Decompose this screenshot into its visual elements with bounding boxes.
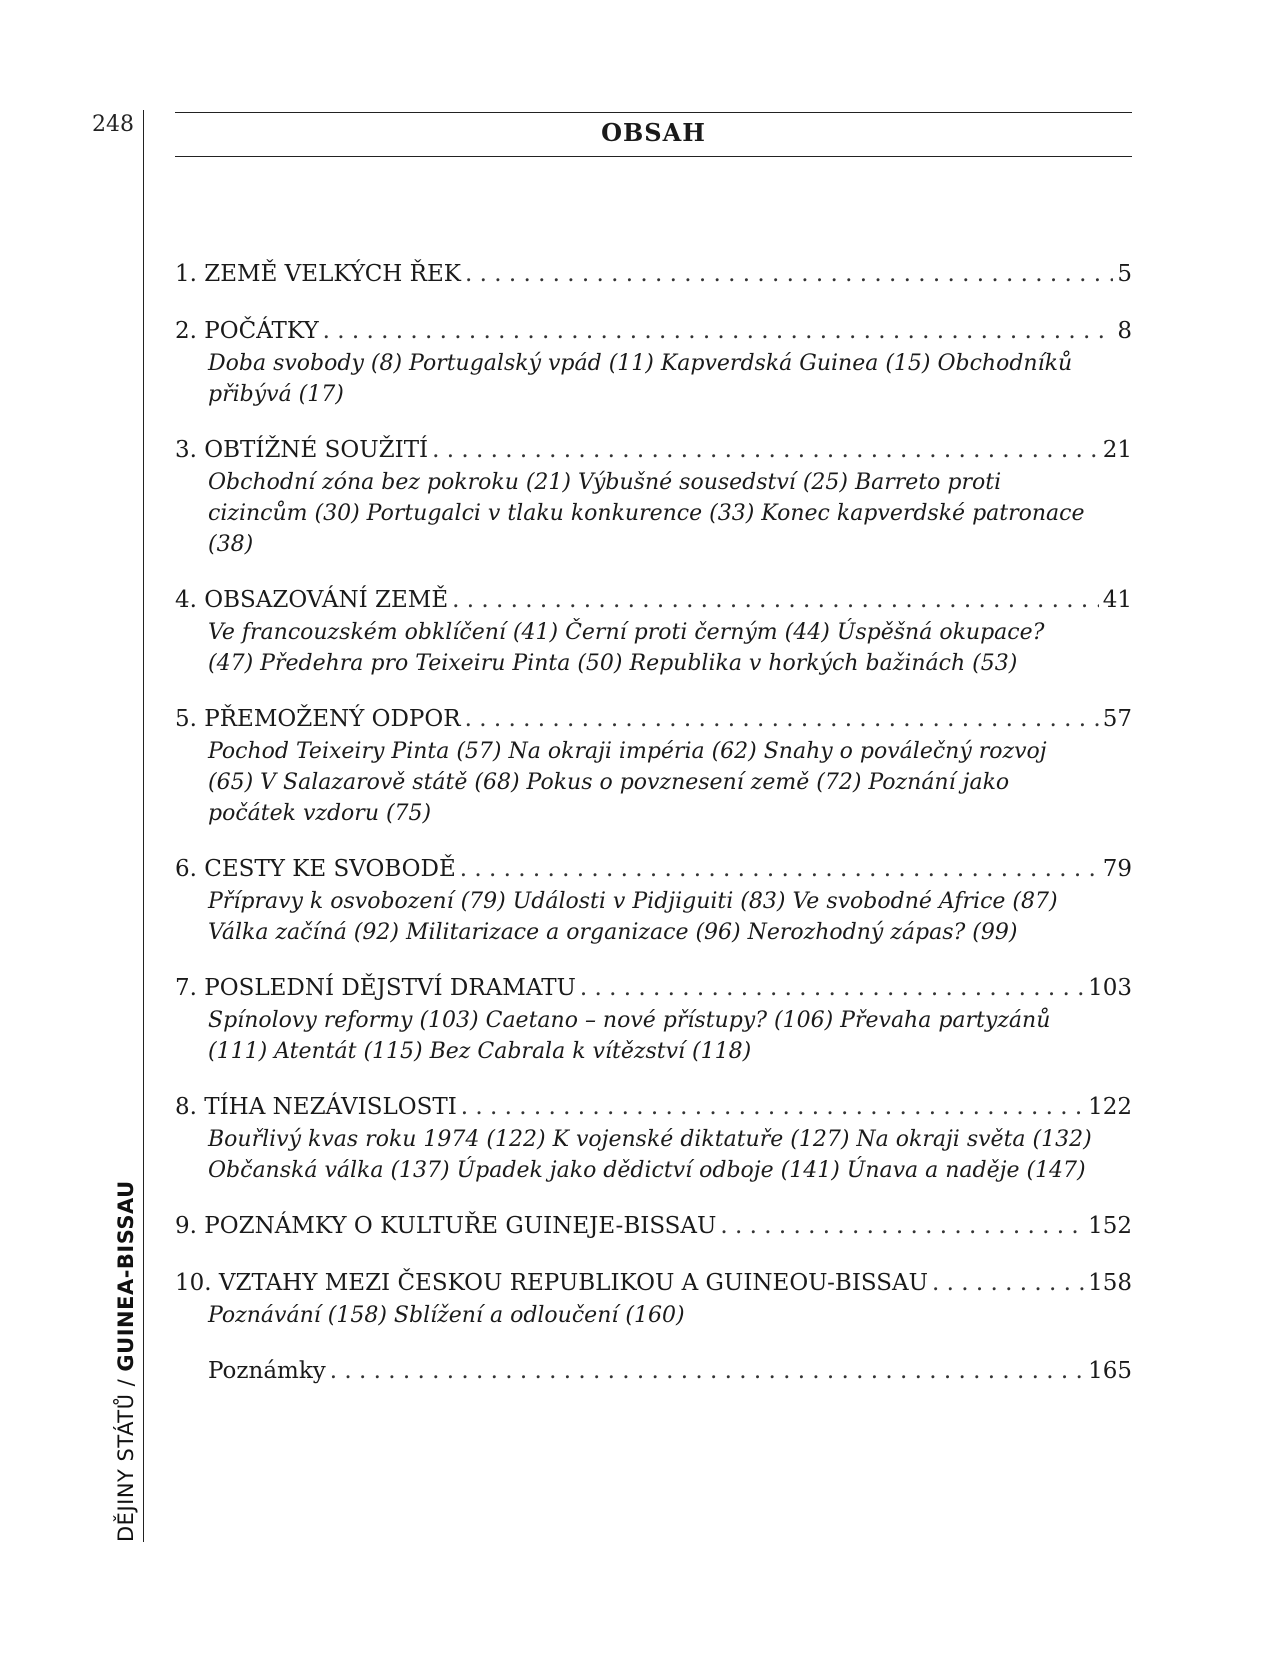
toc-entry-subsections: Ve francouzském obklíčení (41) Černí proti černým (44) Úspěšná okupace? (47) Předehra pro Teixeiru Pinta (50) Republika v horkých bažinách (53) (208, 620, 1045, 676)
toc-entry-page: 103 (1088, 975, 1132, 1001)
toc-entry-title: 8. TÍHA NEZÁVISLOSTI (175, 1094, 457, 1120)
vertical-rule (143, 110, 144, 1542)
toc-entry-9[interactable] (175, 1210, 1132, 1243)
leader-dots (580, 972, 1084, 1005)
toc-entry-title: 10. VZTAHY MEZI ČESKOU REPUBLIKOU A GUINEOU-BISSAU (175, 1270, 929, 1296)
toc-entry-10[interactable] (175, 1267, 1132, 1331)
toc-entry-2[interactable] (175, 315, 1132, 410)
toc-entry-page: 21 (1102, 437, 1132, 463)
toc-entry-notes[interactable] (175, 1355, 1132, 1388)
toc-entry-subsections: Pochod Teixeiry Pinta (57) Na okraji impéria (62) Snahy o poválečný rozvoj (65) V Salazarově státě (68) Pokus o povznesení země (72) Poznání jako počátek vzdoru (75) (208, 739, 1047, 826)
toc-entry-subsections: Přípravy k osvobození (79) Události v Pidjiguiti (83) Ve svobodné Africe (87) Válka začíná (92) Militarizace a organizace (96) Nerozhodný zápas? (99) (208, 889, 1058, 945)
toc-entry-page: 158 (1088, 1270, 1132, 1296)
leader-dots (465, 258, 1113, 291)
toc-entry-subsections: Spínolovy reformy (103) Caetano – nové přístupy? (106) Převaha partyzánů (111) Atentát (115) Bez Cabrala k vítězství (118) (208, 1008, 1051, 1064)
toc-entry-page: 79 (1102, 856, 1132, 882)
toc-entry-title: 1. ZEMĚ VELKÝCH ŘEK (175, 261, 461, 287)
leader-dots (330, 1355, 1084, 1388)
toc-entry-subsections: Poznávání (158) Sblížení a odloučení (160) (208, 1303, 685, 1328)
toc-entry-page: 165 (1088, 1358, 1132, 1384)
toc-entry-4[interactable] (175, 584, 1132, 679)
side-label-prefix: DĚJINY STÁTŮ / (114, 1371, 138, 1542)
leader-dots (432, 434, 1099, 467)
leader-dots (461, 1091, 1084, 1124)
header-rule-bottom (175, 156, 1132, 157)
toc-entry-6[interactable] (175, 853, 1132, 948)
toc-entry-subsections: Obchodní zóna bez pokroku (21) Výbušné sousedství (25) Barreto proti cizincům (30) Portugalci v tlaku konkurence (33) Konec kapverdské patronace (38) (208, 470, 1085, 557)
leader-dots (460, 853, 1099, 886)
toc-entry-page: 8 (1117, 318, 1132, 344)
side-label (114, 1180, 138, 1542)
toc-entry-title: 3. OBTÍŽNÉ SOUŽITÍ (175, 437, 429, 463)
toc-entry-title: 2. POČÁTKY (175, 318, 319, 344)
toc-entry-title: 7. POSLEDNÍ DĚJSTVÍ DRAMATU (175, 975, 576, 1001)
header-rule-top (175, 112, 1132, 113)
toc-entry-subsections: Doba svobody (8) Portugalský vpád (11) Kapverdská Guinea (15) Obchodníků přibývá (17) (208, 351, 1073, 407)
leader-dots (720, 1210, 1084, 1243)
toc-entry-1[interactable] (175, 258, 1132, 291)
toc-entry-title: 9. POZNÁMKY O KULTUŘE GUINEJE-BISSAU (175, 1213, 717, 1239)
page-title: OBSAH (601, 118, 706, 147)
toc-entry-title: 4. OBSAZOVÁNÍ ZEMĚ (175, 587, 449, 613)
table-of-contents (175, 258, 1132, 1412)
leader-dots (465, 703, 1099, 736)
toc-entry-7[interactable] (175, 972, 1132, 1067)
toc-entry-subsections: Bouřlivý kvas roku 1974 (122) K vojenské diktatuře (127) Na okraji světa (132) Občanská válka (137) Úpadek jako dědictví odboje (141) Únava a naděje (147) (208, 1127, 1092, 1183)
toc-entry-page: 41 (1102, 587, 1132, 613)
side-label-country: GUINEA-BISSAU (114, 1180, 138, 1372)
leader-dots (452, 584, 1099, 617)
toc-entry-title: 6. CESTY KE SVOBODĚ (175, 856, 456, 882)
toc-entry-page: 152 (1088, 1213, 1132, 1239)
leader-dots (323, 315, 1114, 348)
toc-entry-page: 57 (1102, 706, 1132, 732)
toc-entry-title: Poznámky (208, 1358, 326, 1384)
toc-entry-page: 122 (1088, 1094, 1132, 1120)
toc-entry-8[interactable] (175, 1091, 1132, 1186)
toc-entry-5[interactable] (175, 703, 1132, 829)
toc-entry-title: 5. PŘEMOŽENÝ ODPOR (175, 706, 461, 732)
leader-dots (932, 1267, 1084, 1300)
toc-entry-3[interactable] (175, 434, 1132, 560)
toc-entry-page: 5 (1117, 261, 1132, 287)
page-number: 248 (92, 112, 134, 137)
